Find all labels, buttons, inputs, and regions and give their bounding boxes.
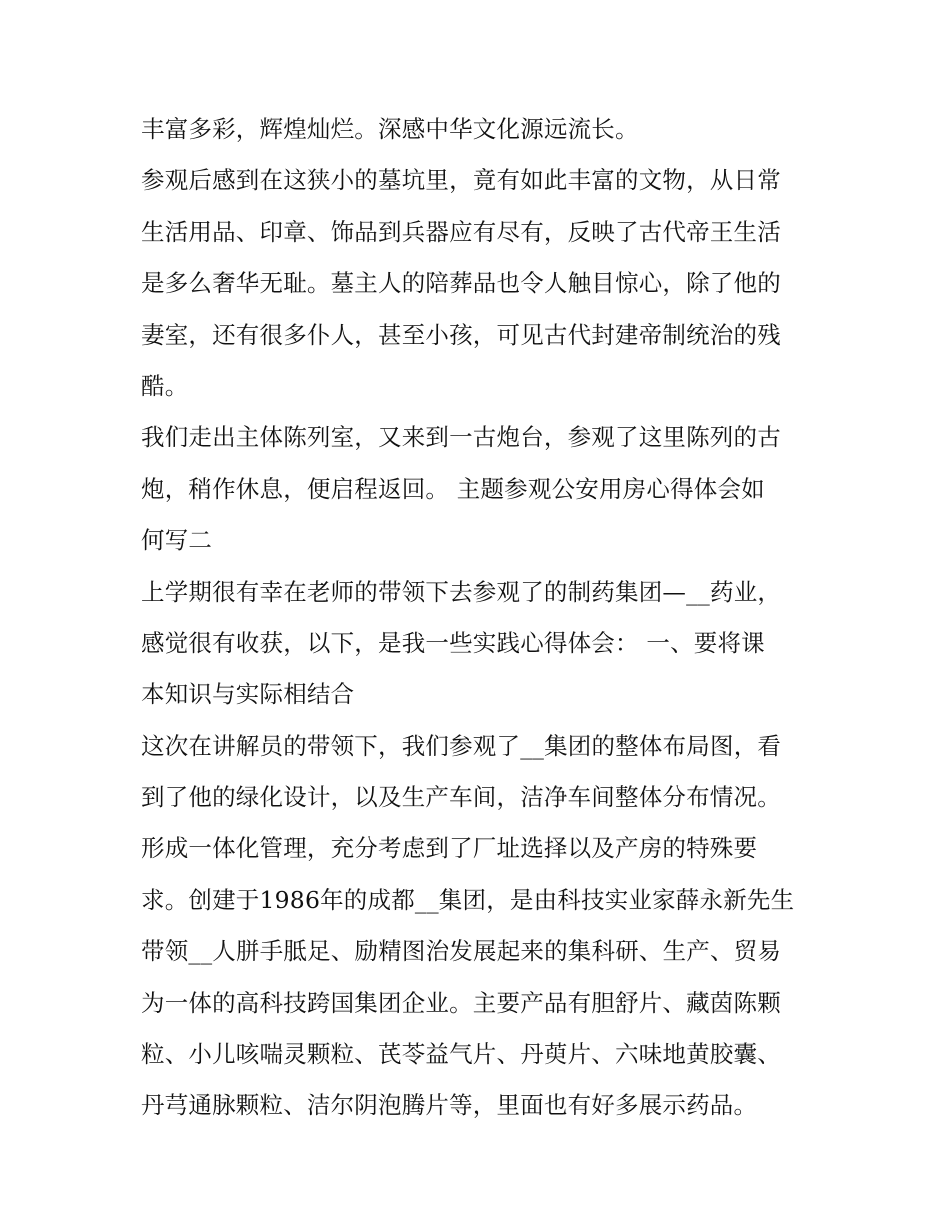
text-line-9: 何写二 [141, 526, 213, 555]
text-line-11: 感觉很有收获，以下，是我一些实践心得体会： 一、要将课 [141, 628, 765, 657]
text-line-7: 我们走出主体陈列室，又来到一古炮台，参观了这里陈列的古 [141, 423, 781, 452]
text-line-13: 这次在讲解员的带领下，我们参观了__集团的整体布局图，看 [141, 731, 782, 760]
text-line-15: 形成一体化管理，充分考虑到了厂址选择以及产房的特殊要 [141, 834, 758, 863]
text-line-10: 上学期很有幸在老师的带领下去参观了的制药集团—__药业， [141, 577, 782, 606]
text-line-5: 妻室，还有很多仆人，甚至小孩，可见古代封建帝制统治的残 [141, 320, 781, 349]
text-line-12: 本知识与实际相结合 [141, 680, 355, 709]
document-body [141, 104, 811, 1132]
text-line-6: 酷。 [141, 371, 189, 400]
text-line-3: 生活用品、印章、饰品到兵器应有尽有，反映了古代帝王生活 [141, 217, 781, 246]
text-line-18: 为一体的高科技跨国集团企业。主要产品有胆舒片、藏茵陈颗 [141, 988, 781, 1017]
text-line-2: 参观后感到在这狭小的墓坑里，竟有如此丰富的文物，从日常 [141, 166, 781, 195]
text-line-8: 炮，稍作休息，便启程返回。 主题参观公安用房心得体会如 [141, 474, 765, 503]
text-line-4: 是多么奢华无耻。墓主人的陪葬品也令人触目惊心，除了他的 [141, 269, 781, 298]
text-line-17: 带领__人胼手胝足、励精图治发展起来的集科研、生产、贸易 [141, 937, 782, 966]
text-line-16: 求。创建于1986年的成都__集团，是由科技实业家薛永新先生 [141, 885, 795, 914]
text-line-20: 丹芎通脉颗粒、洁尔阴泡腾片等，里面也有好多展示药品。 [141, 1091, 758, 1120]
text-line-1: 丰富多彩，辉煌灿烂。深感中华文化源远流长。 [141, 115, 639, 143]
text-line-14: 到了他的绿化设计，以及生产车间，洁净车间整体分布情况。 [141, 783, 781, 812]
text-line-19: 粒、小儿咳喘灵颗粒、芪苓益气片、丹萸片、六味地黄胶囊、 [141, 1040, 781, 1069]
